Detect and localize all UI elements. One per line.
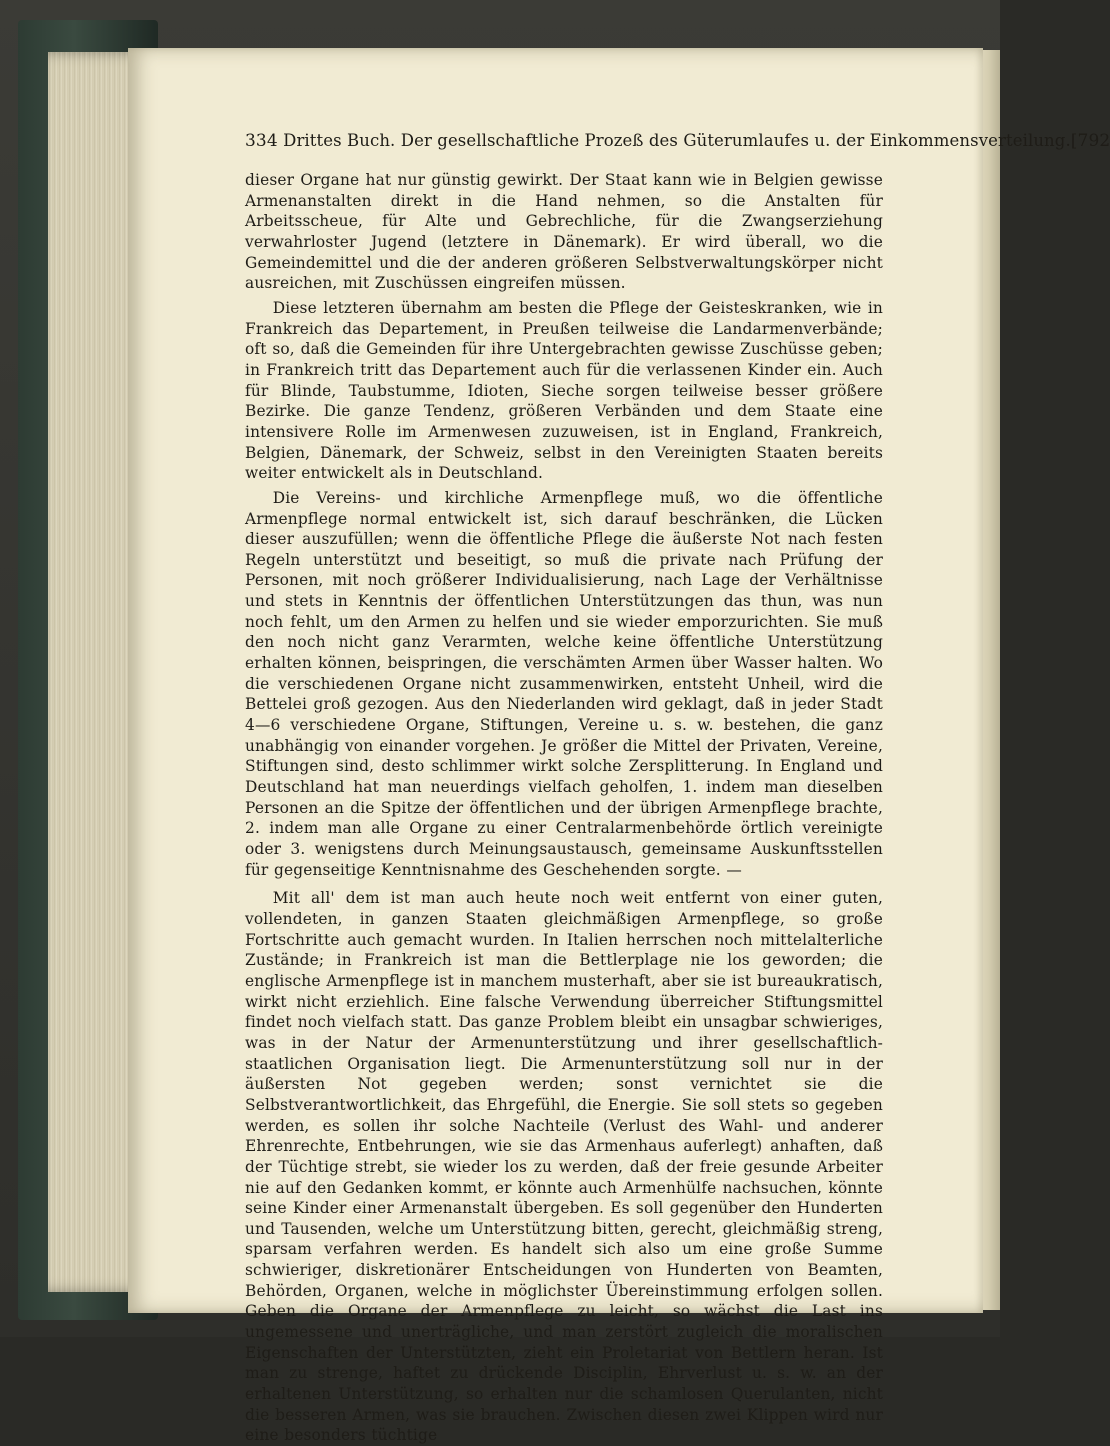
page-number: 334 [245, 131, 278, 151]
paragraph-4: Mit all' dem ist man auch heute noch weit entfernt von einer guten, vollendeten, in ganzen Staaten gleichmäßigen Armenpflege, so große Fortschritte auch gemacht wurden. In Italien herrschen noch mittelalterliche Zustände; in Frankreich ist man die Bettlerplage nie los geworden; die englische Armenpflege ist in manchem musterhaft, aber sie ist bureaukratisch, wirkt nicht erziehlich. Eine falsche Verwendung überreicher Stiftungsmittel findet noch vielfach statt. Das ganze Problem bleibt ein unsagbar schwieriges, was in der Natur der Armenunterstützung und ihrer gesellschaftlich-staatlichen Organisation liegt. Die Armenunterstützung soll nur in der äußersten Not gegeben werden; sonst vernichtet sie die Selbstverantwortlichkeit, das Ehrgefühl, die Energie. Sie soll stets so gegeben werden, es sollen ihr solche Nachteile (Verlust des Wahl- und anderer Ehrenrechte, Entbehrungen, wie sie das Armenhaus auferlegt) anhaften, daß der Tüchtige strebt, sie wieder los zu werden, daß der freie gesunde Arbeiter nie auf den Gedanken kommt, er könnte auch Armenhülfe nachsuchen, könnte seine Kinder einer Armenanstalt übergeben. Es soll gegenüber den Hunderten und Tausenden, welche um Unterstützung bitten, gerecht, gleichmäßig streng, sparsam verfahren werden. Es handelt sich also um eine große Summe schwieriger, diskretionärer Entscheidungen von Hunderten von Beamten, Behörden, Organen, welche in möglichster Übereinstimmung erfolgen sollen. Geben die Organe der Armenpflege zu leicht, so wächst die Last ins ungemessene und unerträgliche, und man zerstört zugleich die moralischen Eigenschaften der Unterstützten, zieht ein Proletariat von Bettlern heran. Ist man zu strenge, haftet zu drückende Disciplin, Ehrverlust u. s. w. an der erhaltenen Unterstützung, so erhalten nur die schamlosen Querulanten, nicht die besseren Armen, was sie brauchen. Zwischen diesen zwei Klippen wird nur eine besonders tüchtige [245, 889, 883, 1445]
running-header [245, 130, 1110, 152]
paragraph-3: Die Vereins- und kirchliche Armenpflege muß, wo die öffentliche Armenpflege normal entwickelt ist, sich darauf beschränken, die Lücken dieser auszufüllen; wenn die öffentliche Pflege die äußerste Not nach festen Regeln unterstützt und beseitigt, so muß die private nach Prüfung der Personen, mit noch größerer Individualisierung, nach Lage der Verhältnisse und stets in Kenntnis der öffentlichen Unterstützungen das thun, was nun noch fehlt, um den Armen zu helfen und sie wieder emporzurichten. Sie muß den noch nicht ganz Verarmten, welche keine öffentliche Unterstützung erhalten können, beispringen, die verschämten Armen über Wasser halten. Wo die verschiedenen Organe nicht zusammenwirken, entsteht Unheil, wird die Bettelei groß gezogen. Aus den Niederlanden wird geklagt, daß in jeder Stadt 4—6 verschiedene Organe, Stiftungen, Vereine u. s. w. bestehen, die ganz unabhängig von einander vorgehen. Je größer die Mittel der Privaten, Vereine, Stiftungen sind, desto schlimmer wirkt solche Zersplitterung. In England und Deutschland hat man neuerdings vielfach geholfen, 1. indem man dieselben Personen an die Spitze der öffentlichen und der übrigen Armenpflege brachte, 2. indem man alle Organe zu einer Centralarmenbehörde örtlich vereinigte oder 3. wenigstens durch Meinungsaustausch, gemeinsame Auskunftsstellen für gegenseitige Kenntnisnahme des Geschehenden sorgte. — [245, 488, 883, 879]
section-number: [792 [1070, 131, 1110, 151]
page-content [245, 130, 1110, 1446]
header-left [245, 130, 1071, 152]
running-title: Drittes Buch. Der gesellschaftliche Prozeß des Güterumlaufes u. der Einkommensverteilung. [283, 131, 1071, 150]
paragraph-2: Diese letzteren übernahm am besten die Pflege der Geisteskranken, wie in Frankreich das Departement, in Preußen teilweise die Landarmenverbände; oft so, daß die Gemeinden für ihre Untergebrachten gewisse Zuschüsse geben; in Frankreich tritt das Departement auch für die verlassenen Kinder ein. Auch für Blinde, Taubstumme, Idioten, Sieche sorgen teilweise besser größere Bezirke. Die ganze Tendenz, größeren Verbänden und dem Staate eine intensivere Rolle im Armenwesen zuzuweisen, ist in England, Frankreich, Belgien, Dänemark, der Schweiz, selbst in den Vereinigten Staaten bereits weiter entwickelt als in Deutschland. [245, 298, 883, 483]
paragraph-1: dieser Organe hat nur günstig gewirkt. Der Staat kann wie in Belgien gewisse Armenanstalten direkt in die Hand nehmen, so die Anstalten für Arbeitsscheue, für Alte und Gebrechliche, für die Zwangserziehung verwahrloster Jugend (letztere in Dänemark). Er wird überall, wo die Gemeindemittel und die der anderen größeren Selbstverwaltungskörper nicht ausreichen, mit Zuschüssen eingreifen müssen. [245, 171, 883, 293]
